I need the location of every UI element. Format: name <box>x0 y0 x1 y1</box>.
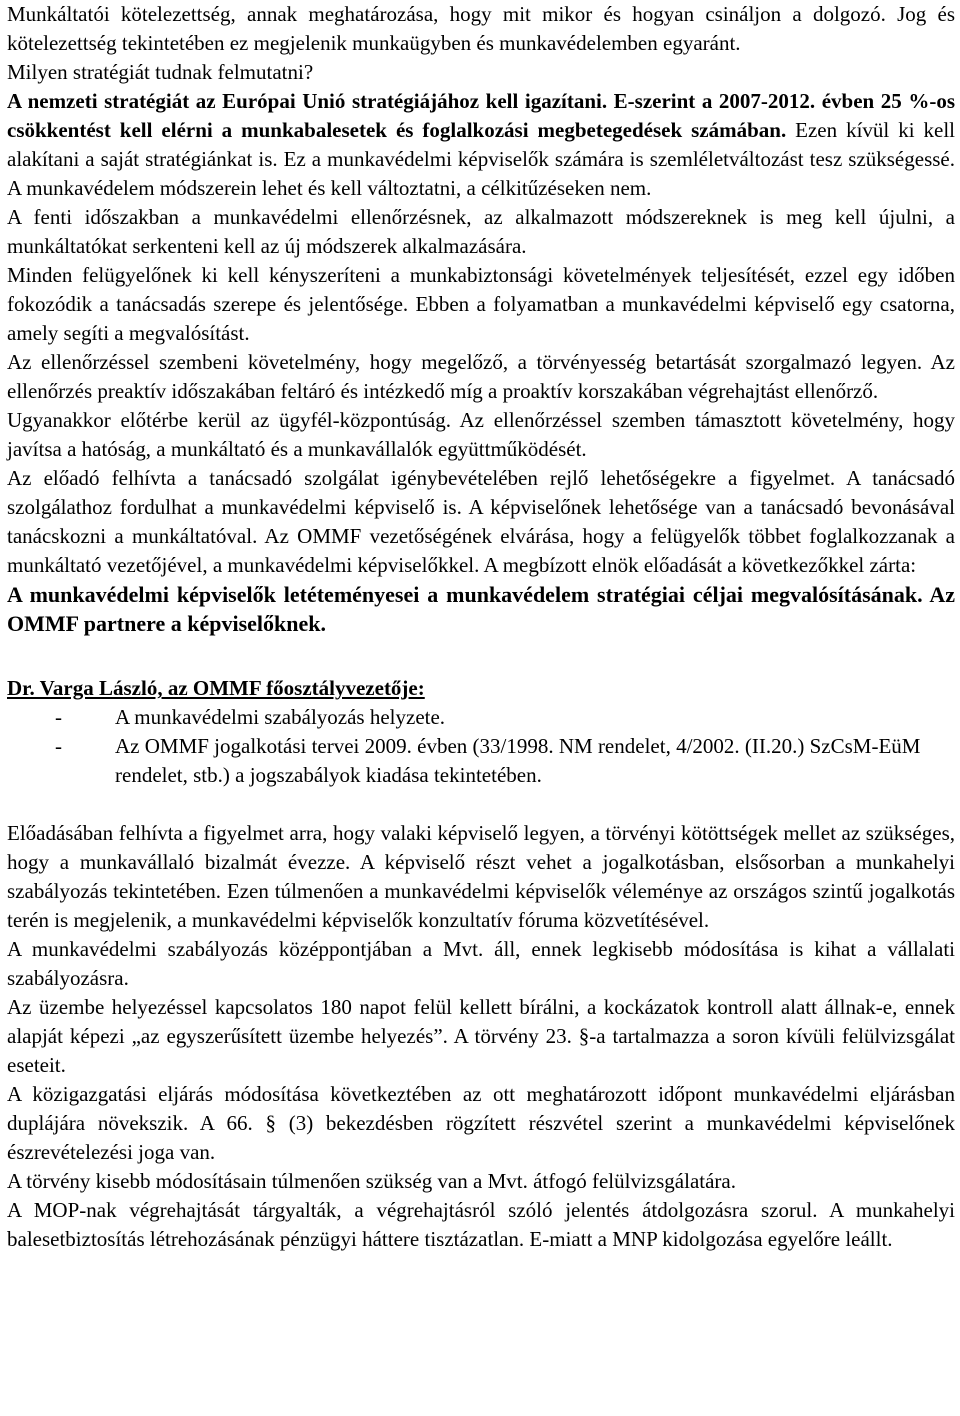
topic-text: A munkavédelmi szabályozás helyzete. <box>115 705 446 729</box>
paragraph-representative-role: Előadásában felhívta a figyelmet arra, hogy valaki képviselő legyen, a törvényi kötöttségek mellet az szükséges, hogy a munkavállaló bizalmát évezze. A képviselő részt vehet a jogalkotásban, elsősorban a munkahelyi szabályozás tekintetében. Ezen túlmenően a munkavédelmi képviselők véleménye az országos szintű jogalkotás terén is megjelenik, a munkavédelmi képviselők konzultatív fóruma közvetítésével. <box>7 821 955 932</box>
paragraph-mop-execution: A MOP-nak végrehajtását tárgyalták, a végrehajtásról szóló jelentés átdolgozásra szorul. A munkahelyi balesetbiztosítás létrehozásának pénzügyi háttere tisztázatlan. E-miatt a MNP kidolgozása egyelőre leállt. <box>7 1198 955 1251</box>
document-page <box>7 0 955 1254</box>
paragraph-employer-obligation: Munkáltatói kötelezettség, annak meghatározása, hogy mit mikor és hogyan csináljon a dolgozó. Jog és kötelezettség tekintetében ez megjelenik munkaügyben és munkavédelemben egyaránt. <box>7 2 955 55</box>
paragraph-inspection-renewal: A fenti időszakban a munkavédelmi ellenőrzésnek, az alkalmazott módszereknek is meg kell újulni, a munkáltatókat serkenteni kell az új módszerek alkalmazására. <box>7 205 955 258</box>
eu-strategy-text: Ezen kívül ki kell alakítani a saját stratégiánkat is. Ez a munkavédelmi képviselők számára is szemléletváltozást tesz szükségessé. A munkavédelem módszerein lehet és kell változtatni, a célkitűzéseken nem. <box>7 118 955 200</box>
paragraph-inspection-requirement: Az ellenőrzéssel szembeni követelmény, hogy megelőző, a törvényesség betartását szorgalmazó legyen. Az ellenőrzés preaktív időszakában feltáró és intézkedő míg a proaktív korszakában végrehajtást ellenőrző. <box>7 350 955 403</box>
spacer <box>7 790 955 819</box>
paragraph-eu-strategy <box>7 87 955 203</box>
paragraph-mvt-review: A törvény kisebb módosításain túlmenően szükség van a Mvt. átfogó felülvizsgálatára. <box>7 1169 736 1193</box>
topic-text: Az OMMF jogalkotási tervei 2009. évben (33/1998. NM rendelet, 4/2002. (II.20.) SzCsM-EüM rendelet, stb.) a jogszabályok kiadása tekintetében. <box>115 734 921 787</box>
spacer <box>7 638 955 667</box>
paragraph-client-focus: Ugyanakkor előtérbe kerül az ügyfél-központúság. Az ellenőrzéssel szemben támasztott követelmény, hogy javítsa a hatóság, a munkáltató és a munkavállalók együttműködését. <box>7 408 955 461</box>
conclusion-statement: A munkavédelmi képviselők letéteményesei a munkavédelem stratégiai céljai megvalósításának. Az OMMF partnere a képviselőknek. <box>7 582 955 636</box>
list-item <box>55 732 955 790</box>
paragraph-administrative-procedure: A közigazgatási eljárás módosítása következtében az ott meghatározott időpont munkavédelmi eljárásban duplájára növekszik. A 66. § (3) bekezdésben rögzített részvétel szerint a munkavédelmi képviselőnek észrevételezési joga van. <box>7 1082 955 1164</box>
topic-list <box>7 703 955 790</box>
paragraph-strategy-question: Milyen stratégiát tudnak felmutatni? <box>7 60 314 84</box>
list-item <box>55 703 955 732</box>
speaker-heading: Dr. Varga László, az OMMF főosztályvezetője: <box>7 676 425 700</box>
eu-strategy-bold-text: A nemzeti stratégiát az Európai Unió stratégiájához kell igazítani. E-szerint a 2007-2012. évben 25 %-os csökkentést kell elérni a munkabalesetek és foglalkozási megbetegedések számában. <box>7 89 955 142</box>
paragraph-inspector-duties: Minden felügyelőnek ki kell kényszeríteni a munkabiztonsági követelmények teljesítését, ezzel egy időben fokozódik a tanácsadás szerepe és jelentősége. Ebben a folyamatban a munkavédelmi képviselő egy csatorna, amely segíti a megvalósítást. <box>7 263 955 345</box>
dash-bullet: - <box>55 734 62 758</box>
dash-bullet: - <box>55 705 62 729</box>
paragraph-mvt-center: A munkavédelmi szabályozás középpontjában a Mvt. áll, ennek legkisebb módosítása is kihat a vállalati szabályozásra. <box>7 937 955 990</box>
paragraph-commissioning: Az üzembe helyezéssel kapcsolatos 180 napot felül kellett bírálni, a kockázatok kontroll alatt állnak-e, ennek alapját képezi „az egyszerűsített üzembe helyezés”. A törvény 23. §-a tartalmazza a soron kívüli felülvizsgálat eseteit. <box>7 995 955 1077</box>
paragraph-advisory-service: Az előadó felhívta a tanácsadó szolgálat igénybevételében rejlő lehetőségekre a figyelmet. A tanácsadó szolgálathoz fordulhat a munkavédelmi képviselő is. A képviselőnek lehetősége van a tanácsadó bevonásával tanácskozni a munkáltatóval. Az OMMF vezetőségének elvárása, hogy a felügyelők többet foglalkozzanak a munkáltató vezetőjével, a munkavédelmi képviselőkkel. A megbízott elnök előadását a következőkkel zárta: <box>7 466 955 577</box>
